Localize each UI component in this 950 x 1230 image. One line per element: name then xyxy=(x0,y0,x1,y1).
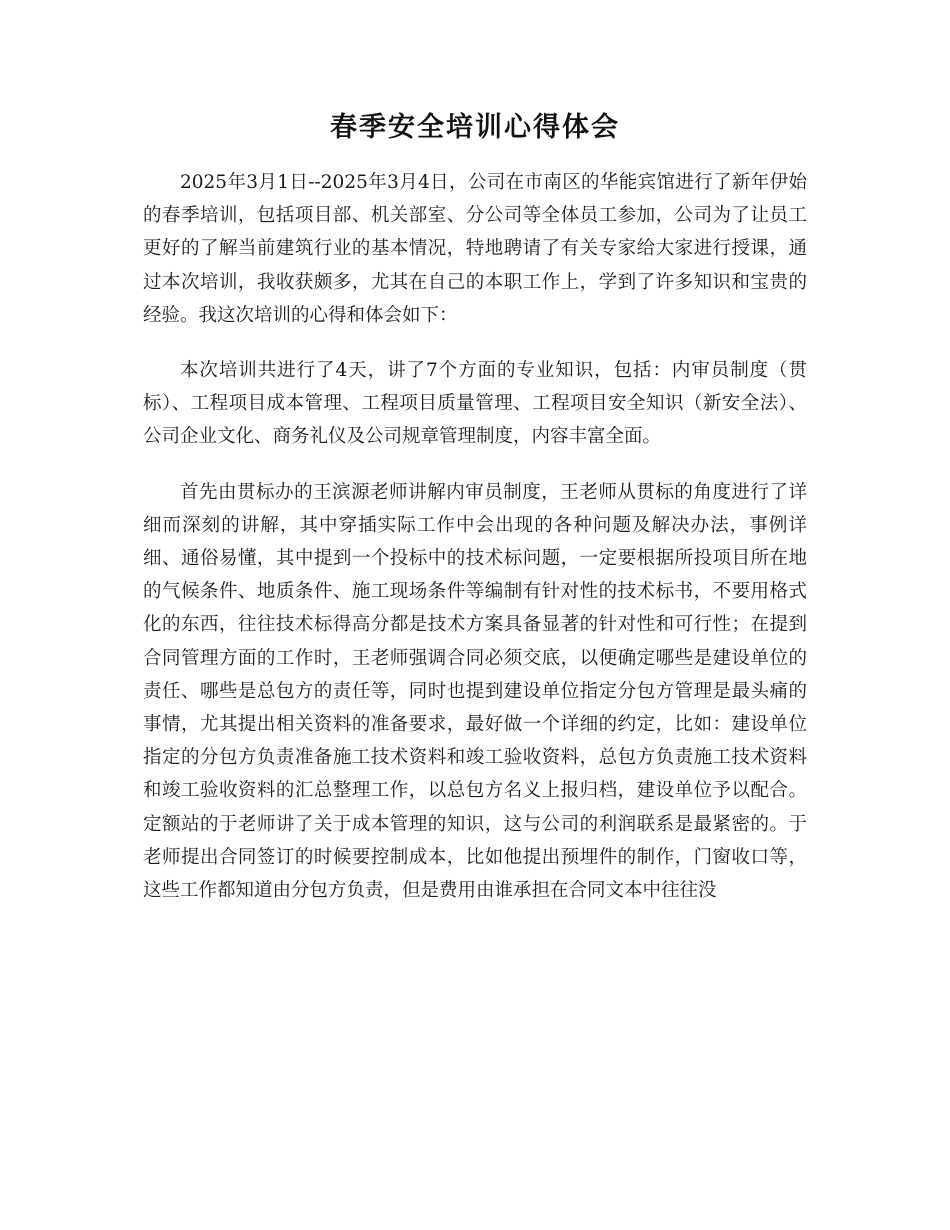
document-body xyxy=(143,166,807,907)
paragraph-auditor-system: 首先由贯标办的王滨源老师讲解内审员制度，王老师从贯标的角度进行了详细而深刻的讲解，其中穿插实际工作中会出现的各种问题及解决办法，事例详细、通俗易懂，其中提到一个投标中的技术标问题，一定要根据所投项目所在地的气候条件、地质条件、施工现场条件等编制有针对性的技术标书，不要用格式化的东西，往往技术标得高分都是技术方案具备显著的针对性和可行性；在提到合同管理方面的工作时，王老师强调合同必须交底，以便确定哪些是建设单位的责任、哪些是总包方的责任等，同时也提到建设单位指定分包方管理是最头痛的事情，尤其提出相关资料的准备要求，最好做一个详细的约定，比如：建设单位指定的分包方负责准备施工技术资料和竣工验收资料，总包方负责施工技术资料和竣工验收资料的汇总整理工作，以总包方名义上报归档，建设单位予以配合。定额站的于老师讲了关于成本管理的知识，这与公司的利润联系是最紧密的。于老师提出合同签订的时候要控制成本，比如他提出预埋件的制作，门窗收口等，这些工作都知道由分包方负责，但是费用由谁承担在合同文本中往往没 xyxy=(143,481,807,902)
paragraph-training-overview: 本次培训共进行了4天，讲了7个方面的专业知识，包括：内审员制度（贯标）、工程项目成本管理、工程项目质量管理、工程项目安全知识（新安全法）、公司企业文化、商务礼仪及公司规章管理制度，内容丰富全面。 xyxy=(143,360,807,448)
paragraph-intro: 2025年3月1日--2025年3月4日，公司在市南区的华能宾馆进行了新年伊始的春季培训，包括项目部、机关部室、分公司等全体员工参加，公司为了让员工更好的了解当前建筑行业的基本情况，特地聘请了有关专家给大家进行授课，通过本次培训，我收获颇多，尤其在自己的本职工作上，学到了许多知识和宝贵的经验。我这次培训的心得和体会如下： xyxy=(143,172,807,326)
document-title: 春季安全培训心得体会 xyxy=(330,112,620,143)
